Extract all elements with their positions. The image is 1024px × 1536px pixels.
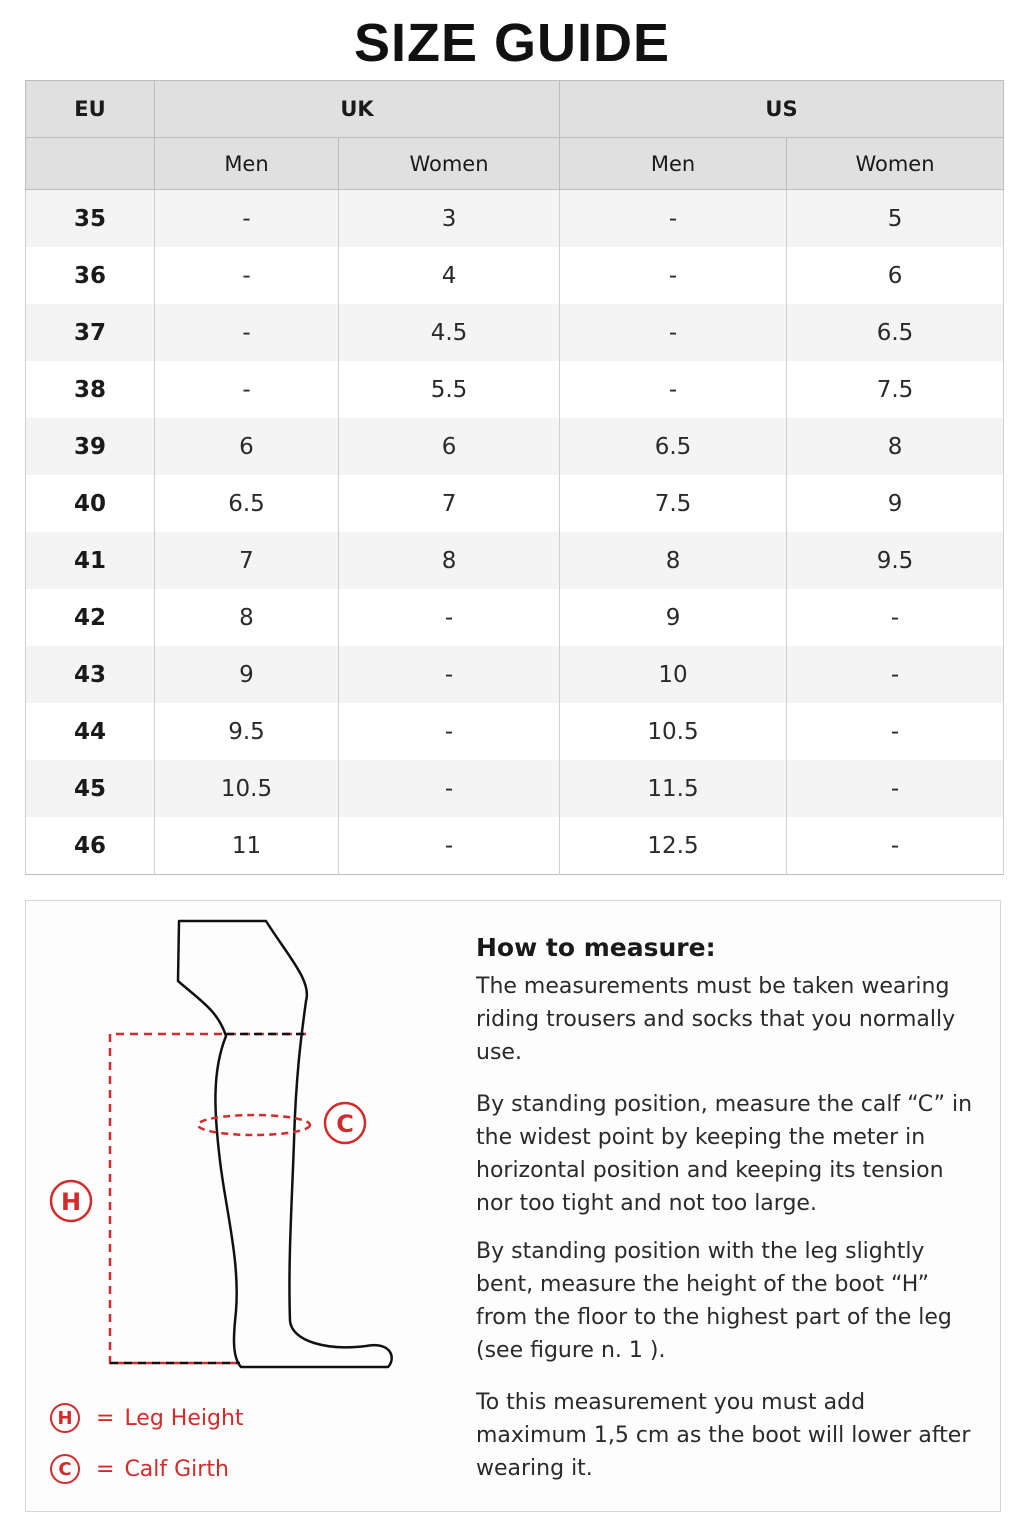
cell-us-women: 7.5 xyxy=(787,361,1004,418)
badge-c xyxy=(325,1103,365,1143)
cell-eu: 45 xyxy=(26,760,155,817)
cell-uk-men: 11 xyxy=(155,817,339,875)
size-table xyxy=(25,80,1004,875)
cell-us-women: - xyxy=(787,646,1004,703)
header-us: US xyxy=(560,81,1004,138)
cell-us-women: 9.5 xyxy=(787,532,1004,589)
svg-text:H: H xyxy=(60,1188,82,1216)
legend-leg-height xyxy=(50,1401,244,1435)
cell-eu: 43 xyxy=(26,646,155,703)
table-row xyxy=(26,190,1004,248)
cell-uk-men: - xyxy=(155,361,339,418)
table-row xyxy=(26,646,1004,703)
howto-paragraph: The measurements must be taken wearing riding trousers and socks that you normally use. xyxy=(476,974,956,1065)
cell-uk-men: 8 xyxy=(155,589,339,646)
cell-uk-women: - xyxy=(339,817,560,875)
howto-heading: How to measure: xyxy=(476,933,716,962)
cell-us-women: 9 xyxy=(787,475,1004,532)
table-row xyxy=(26,532,1004,589)
cell-us-men: 9 xyxy=(560,589,787,646)
cell-us-women: - xyxy=(787,703,1004,760)
cell-uk-women: - xyxy=(339,589,560,646)
table-row xyxy=(26,361,1004,418)
cell-us-men: 8 xyxy=(560,532,787,589)
cell-us-men: - xyxy=(560,247,787,304)
subheader-uk-women: Women xyxy=(339,138,560,190)
cell-uk-men: 7 xyxy=(155,532,339,589)
cell-uk-men: 10.5 xyxy=(155,760,339,817)
cell-uk-women: 5.5 xyxy=(339,361,560,418)
cell-eu: 41 xyxy=(26,532,155,589)
leg-figure xyxy=(26,901,466,1401)
cell-us-men: 10 xyxy=(560,646,787,703)
cell-eu: 37 xyxy=(26,304,155,361)
cell-eu: 36 xyxy=(26,247,155,304)
cell-us-women: 8 xyxy=(787,418,1004,475)
calf-girth-ellipse xyxy=(198,1115,310,1135)
cell-us-men: - xyxy=(560,304,787,361)
cell-us-women: - xyxy=(787,589,1004,646)
table-row xyxy=(26,589,1004,646)
table-row xyxy=(26,247,1004,304)
cell-uk-women: - xyxy=(339,760,560,817)
cell-uk-women: 6 xyxy=(339,418,560,475)
cell-us-women: 6.5 xyxy=(787,304,1004,361)
how-to-measure xyxy=(476,933,976,1485)
cell-us-men: 11.5 xyxy=(560,760,787,817)
cell-us-women: - xyxy=(787,760,1004,817)
legend-c-badge: C xyxy=(50,1454,80,1484)
header-eu: EU xyxy=(26,81,155,138)
subheader-us-women: Women xyxy=(787,138,1004,190)
table-row xyxy=(26,760,1004,817)
svg-text:C: C xyxy=(336,1110,354,1138)
cell-us-women: - xyxy=(787,817,1004,875)
cell-uk-women: 4.5 xyxy=(339,304,560,361)
table-row xyxy=(26,304,1004,361)
cell-us-women: 5 xyxy=(787,190,1004,248)
cell-uk-men: 6.5 xyxy=(155,475,339,532)
cell-eu: 35 xyxy=(26,190,155,248)
howto-paragraph: To this measurement you must add maximum 1,5 cm as the boot will lower after wearing it. xyxy=(476,1390,971,1481)
legend-eq: = xyxy=(96,1405,115,1431)
cell-uk-men: - xyxy=(155,304,339,361)
header-blank xyxy=(26,138,155,190)
badge-h xyxy=(51,1181,91,1221)
legend-eq: = xyxy=(96,1456,115,1482)
header-uk: UK xyxy=(155,81,560,138)
cell-eu: 38 xyxy=(26,361,155,418)
cell-uk-women: 7 xyxy=(339,475,560,532)
cell-eu: 42 xyxy=(26,589,155,646)
cell-uk-men: 6 xyxy=(155,418,339,475)
subheader-us-men: Men xyxy=(560,138,787,190)
page-title: SIZE GUIDE xyxy=(353,13,671,73)
cell-uk-men: - xyxy=(155,190,339,248)
howto-paragraph: By standing position with the leg slightly bent, measure the height of the boot “H” from the floor to the highest part of the leg (see figure n. 1 ). xyxy=(476,1239,952,1363)
table-row xyxy=(26,703,1004,760)
leg-outline xyxy=(178,921,392,1367)
table-row xyxy=(26,475,1004,532)
cell-uk-women: 8 xyxy=(339,532,560,589)
height-bracket xyxy=(110,1034,306,1363)
cell-uk-men: - xyxy=(155,247,339,304)
cell-us-men: 10.5 xyxy=(560,703,787,760)
cell-uk-women: 4 xyxy=(339,247,560,304)
cell-uk-women: - xyxy=(339,646,560,703)
cell-eu: 40 xyxy=(26,475,155,532)
cell-us-men: 7.5 xyxy=(560,475,787,532)
table-row xyxy=(26,418,1004,475)
cell-uk-men: 9 xyxy=(155,646,339,703)
cell-uk-men: 9.5 xyxy=(155,703,339,760)
cell-us-men: - xyxy=(560,361,787,418)
legend-h-badge: H xyxy=(50,1403,80,1433)
legend-label: Calf Girth xyxy=(124,1456,229,1482)
cell-eu: 44 xyxy=(26,703,155,760)
cell-us-men: 12.5 xyxy=(560,817,787,875)
cell-us-women: 6 xyxy=(787,247,1004,304)
howto-paragraph: By standing position, measure the calf “C” in the widest point by keeping the meter in horizontal position and keeping its tension nor too tight and not too large. xyxy=(476,1092,973,1216)
measure-panel xyxy=(25,900,1001,1512)
cell-uk-women: 3 xyxy=(339,190,560,248)
subheader-uk-men: Men xyxy=(155,138,339,190)
table-row xyxy=(26,817,1004,875)
cell-uk-women: - xyxy=(339,703,560,760)
cell-eu: 46 xyxy=(26,817,155,875)
legend-calf-girth xyxy=(50,1452,229,1486)
cell-us-men: 6.5 xyxy=(560,418,787,475)
cell-us-men: - xyxy=(560,190,787,248)
cell-eu: 39 xyxy=(26,418,155,475)
legend-label: Leg Height xyxy=(124,1405,244,1431)
